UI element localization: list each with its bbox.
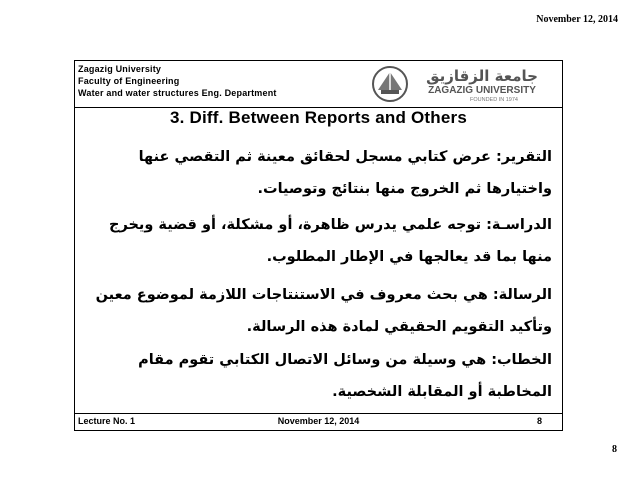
footer-lecture: Lecture No. 1 bbox=[78, 416, 136, 426]
footer-slide-number: 8 bbox=[536, 416, 542, 426]
definition-text: هي وسيلة من وسائل الاتصال الكتابي تقوم مقام المخاطبة أو المقابلة الشخصية. bbox=[138, 352, 552, 400]
page-date: November 12, 2014 bbox=[536, 14, 618, 25]
faculty-name: Faculty of Engineering bbox=[78, 76, 180, 86]
definition-text: هي بحث معروف في الاستنتاجات اللازمة لموضوع معين وتأكيد التقويم الحقيقي لمادة هذه الرسالة. bbox=[95, 287, 552, 335]
definition-text: توجه علمي يدرس ظاهرة، أو مشكلة، أو قضية ويخرج منها بما قد يعالجها في الإطار المطلوب. bbox=[109, 217, 552, 265]
footer-date: November 12, 2014 bbox=[277, 416, 360, 426]
university-name: Zagazig University bbox=[78, 64, 162, 74]
slide-footer bbox=[75, 413, 562, 430]
term-label: التقرير: bbox=[495, 149, 552, 165]
slide bbox=[74, 60, 563, 431]
slide-header bbox=[75, 61, 562, 108]
slide-title: 3. Diff. Between Reports and Others bbox=[170, 108, 467, 127]
definition-letter bbox=[83, 344, 552, 408]
definition-study bbox=[83, 209, 552, 273]
institution-info bbox=[78, 63, 277, 99]
emblem-icon bbox=[373, 67, 407, 101]
university-logo bbox=[370, 64, 556, 104]
term-label: الرسالة: bbox=[492, 287, 552, 303]
definition-report bbox=[83, 141, 552, 205]
logo-arabic-name: جامعة الزقازيق bbox=[426, 67, 538, 85]
page-number: 8 bbox=[612, 444, 617, 455]
term-label: الدراسـة: bbox=[486, 217, 552, 233]
logo-english-name: ZAGAZIG UNIVERSITY bbox=[428, 85, 536, 96]
department-name: Water and water structures Eng. Department bbox=[78, 88, 277, 98]
definition-thesis bbox=[83, 279, 552, 343]
logo-founded: FOUNDED IN 1974 bbox=[470, 97, 518, 103]
term-label: الخطاب: bbox=[491, 352, 552, 368]
definition-text: عرض كتابي مسجل لحقائق معينة ثم التقصي عنها واختيارها ثم الخروج منها بنتائج وتوصيات. bbox=[138, 149, 552, 197]
